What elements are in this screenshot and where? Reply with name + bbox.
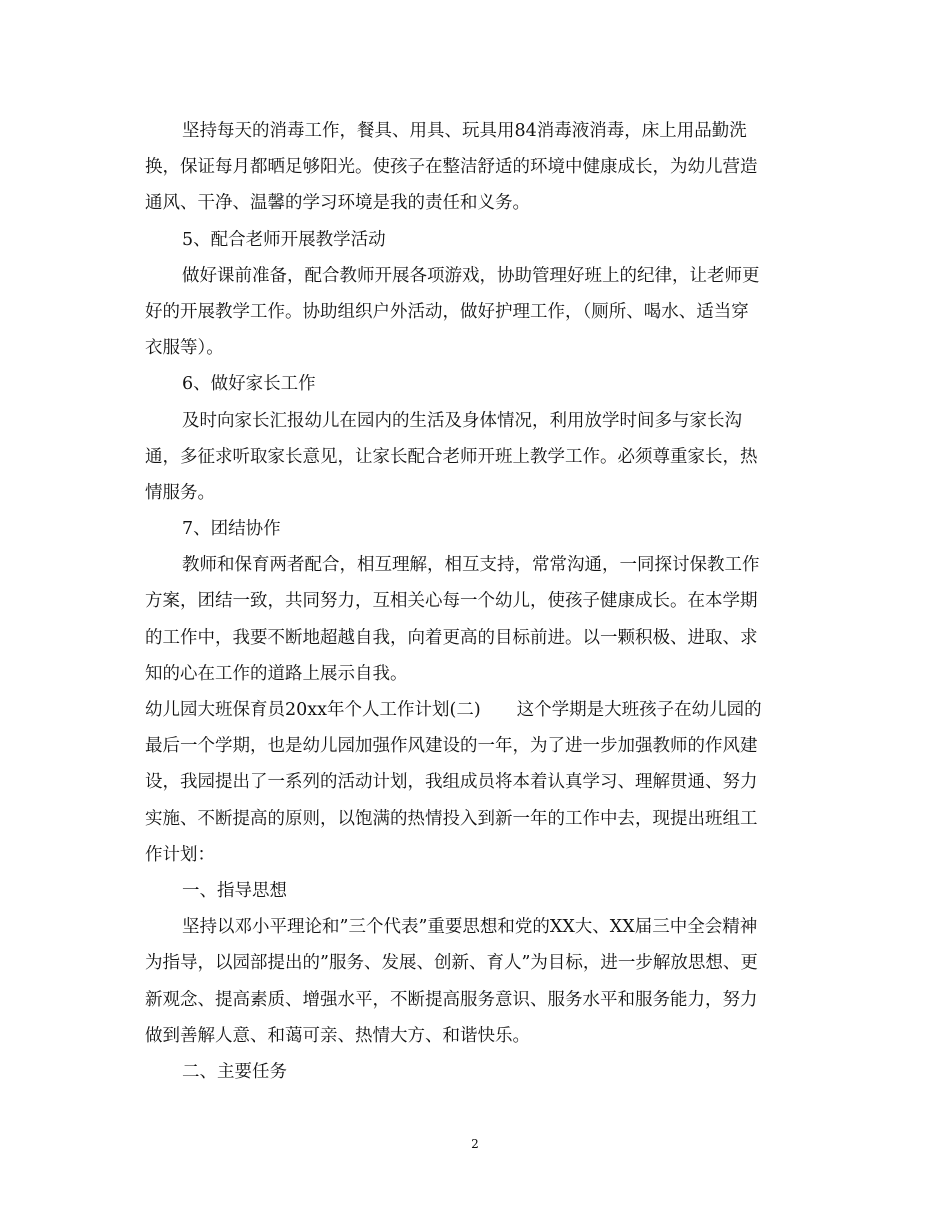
paragraph-line: 实施、不断提高的原则，以饱满的热情投入到新一年的工作中去，现提出班组工 xyxy=(145,808,758,829)
paragraph-line: 新观念、提高素质、增强水平，不断提高服务意识、服务水平和服务能力，努力 xyxy=(145,989,758,1010)
paragraph-line: 衣服等）。 xyxy=(145,338,224,359)
paragraph-line: 及时向家长汇报幼儿在园内的生活及身体情况，利用放学时间多与家长沟 xyxy=(182,410,742,431)
document-title-line xyxy=(145,692,810,728)
paragraph-line: 坚持以邓小平理论和”三个代表”重要思想和党的XX大、XX届三中全会精神 xyxy=(182,917,758,938)
paragraph-line: 换，保证每月都晒足够阳光。使孩子在整洁舒适的环境中健康成长，为幼儿营造 xyxy=(145,157,758,178)
paragraph-line: 教师和保育两者配合，相互理解，相互支持，常常沟通，一同探讨保教工作 xyxy=(182,555,760,576)
paragraph-line: 好的开展教学工作。协助组织户外活动，做好护理工作，（厕所、喝水、适当穿 xyxy=(145,301,749,322)
section-heading: 二、主要任务 xyxy=(182,1061,287,1082)
title-continuation: 这个学期是大班孩子在幼儿园的 xyxy=(516,700,762,720)
paragraph-line: 作计划： xyxy=(145,844,215,865)
paragraph-line: 做到善解人意、和蔼可亲、热情大方、和谐快乐。 xyxy=(145,1025,530,1046)
paragraph-line: 设，我园提出了一系列的活动计划，我组成员将本着认真学习、理解贯通、努力 xyxy=(145,772,758,793)
document-title: 幼儿园大班保育员20xx年个人工作计划(二) xyxy=(145,700,481,720)
paragraph-line: 情服务。 xyxy=(145,482,215,503)
paragraph-line: 通，多征求听取家长意见，让家长配合老师开班上教学工作。必须尊重家长，热 xyxy=(145,446,758,467)
section-heading: 7、团结协作 xyxy=(182,519,281,540)
document-body xyxy=(145,113,810,1090)
paragraph-line: 方案，团结一致，共同努力，互相关心每一个幼儿，使孩子健康成长。在本学期 xyxy=(145,591,758,612)
paragraph-line: 通风、干净、温馨的学习环境是我的责任和义务。 xyxy=(145,193,530,214)
section-heading: 5、配合老师开展教学活动 xyxy=(182,229,386,250)
paragraph-line: 为指导，以园部提出的”服务、发展、创新、育人”为目标，进一步解放思想、更 xyxy=(145,953,758,974)
paragraph-line: 坚持每天的消毒工作，餐具、用具、玩具用84消毒液消毒，床上用品勤洗 xyxy=(182,121,747,141)
paragraph-line: 知的心在工作的道路上展示自我。 xyxy=(145,663,408,684)
paragraph-line: 的工作中，我要不断地超越自我，向着更高的目标前进。以一颗积极、进取、求 xyxy=(145,627,758,648)
paragraph-line: 最后一个学期，也是幼儿园加强作风建设的一年，为了进一步加强教师的作风建 xyxy=(145,736,758,757)
paragraph-line: 做好课前准备，配合教师开展各项游戏，协助管理好班上的纪律，让老师更 xyxy=(182,265,760,286)
section-heading: 6、做好家长工作 xyxy=(182,374,316,395)
page-number: 2 xyxy=(471,1137,479,1151)
section-heading: 一、指导思想 xyxy=(182,880,287,901)
